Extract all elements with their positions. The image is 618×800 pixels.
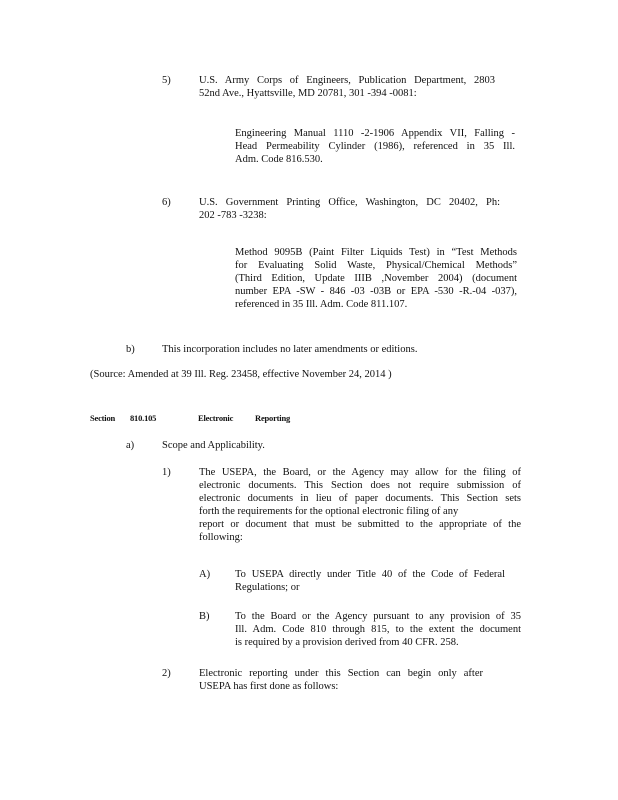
list-marker-B: B) <box>199 611 210 622</box>
item-5-line-1: U.S. Army Corps of Engineers, Publication Department, 2803 <box>199 75 495 86</box>
item-6-reference <box>235 246 517 311</box>
item-5-text <box>199 74 495 100</box>
list-marker-6: 6) <box>162 197 171 208</box>
para-2-line-1: Electronic reporting under this Section can begin only after <box>199 668 483 679</box>
list-marker-1: 1) <box>162 467 171 478</box>
item-5-ref-line-3: Adm. Code 816.530. <box>235 154 323 165</box>
item-b-text: This incorporation includes no later amendments or editions. <box>162 344 418 355</box>
list-marker-A: A) <box>199 569 211 580</box>
para-1-line-2: electronic documents. This Section does not require submission of <box>199 480 521 491</box>
item-6-ref-line-2: for Evaluating Solid Waste, Physical/Chemical Methods” <box>235 260 517 271</box>
sub-B-line-1: To the Board or the Agency pursuant to any provision of 35 <box>235 611 521 622</box>
item-6-ref-line-5: referenced in 35 Ill. Adm. Code 811.107. <box>235 299 408 310</box>
sub-A-line-2: Regulations; or <box>235 582 300 593</box>
item-6-line-1: U.S. Government Printing Office, Washington, DC 20402, Ph: <box>199 197 500 208</box>
list-marker-a: a) <box>126 440 135 451</box>
list-marker-5: 5) <box>162 75 171 86</box>
para-1-line-6: following: <box>199 532 243 543</box>
para-1-line-3: electronic documents in lieu of paper documents. This Section sets <box>199 493 521 504</box>
paragraph-2-text <box>199 667 483 693</box>
paragraph-1-text <box>199 466 521 544</box>
item-6-ref-line-3: (Third Edition, Update IIIB ,November 2004) (document <box>235 273 517 284</box>
para-1-line-1: The USEPA, the Board, or the Agency may allow for the filing of <box>199 467 521 478</box>
sub-B-text <box>235 610 521 649</box>
subsection-a-title: Scope and Applicability. <box>162 440 265 451</box>
sub-B-line-2: Ill. Adm. Code 810 through 815, to the extent the document <box>235 624 521 635</box>
sub-B-line-3: is required by a provision derived from 40 CFR. 258. <box>235 637 459 648</box>
item-5-ref-line-2: Head Permeability Cylinder (1986), referenced in 35 Ill. <box>235 141 515 152</box>
section-number: 810.105 <box>130 413 157 423</box>
item-6-ref-line-1: Method 9095B (Paint Filter Liquids Test) in “Test Methods <box>235 247 517 258</box>
item-5-reference <box>235 127 515 166</box>
section-title-word-1: Electronic <box>198 413 234 423</box>
item-5-line-2: 52nd Ave., Hyattsville, MD 20781, 301 -394 -0081: <box>199 88 417 99</box>
para-1-line-4: forth the requirements for the optional electronic filing of any <box>199 506 459 517</box>
list-marker-2: 2) <box>162 668 171 679</box>
para-2-line-2: USEPA has first done as follows: <box>199 681 339 692</box>
item-6-ref-line-4: number EPA -SW - 846 -03 -03B or EPA -530 -R.-04 -037), <box>235 286 517 297</box>
sub-A-line-1: To USEPA directly under Title 40 of the Code of Federal <box>235 569 505 580</box>
item-6-line-2: 202 -783 -3238: <box>199 210 267 221</box>
sub-A-text <box>235 568 505 594</box>
para-1-line-5: report or document that must be submitted to the appropriate of the <box>199 519 521 530</box>
section-title-word-2: Reporting <box>255 413 291 423</box>
list-marker-b: b) <box>126 344 135 355</box>
source-note: (Source: Amended at 39 Ill. Reg. 23458, effective November 24, 2014 ) <box>90 369 392 380</box>
section-label: Section <box>90 413 116 423</box>
item-5-ref-line-1: Engineering Manual 1110 -2-1906 Appendix VII, Falling - <box>235 128 515 139</box>
item-6-text <box>199 196 500 222</box>
